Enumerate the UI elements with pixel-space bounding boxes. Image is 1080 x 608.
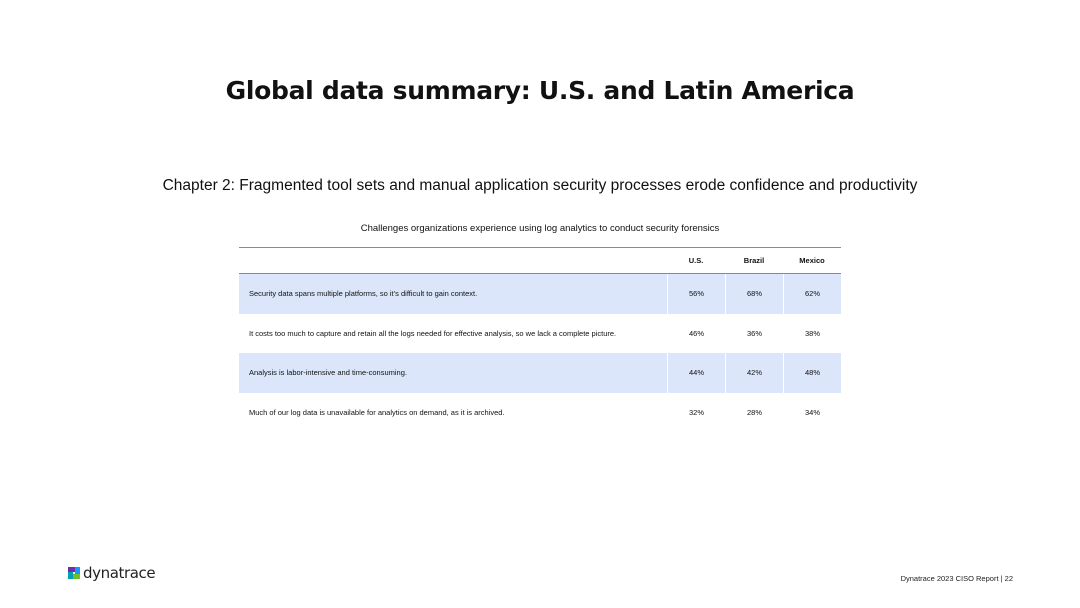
table-row	[239, 274, 841, 314]
logo-wordmark: dynatrace	[83, 564, 156, 582]
table-row	[239, 353, 841, 393]
row-label: It costs too much to capture and retain all the logs needed for effective analysis, so we lack a complete picture.	[249, 328, 617, 338]
dynatrace-logo-icon	[66, 565, 82, 581]
value-mexico: 38%	[783, 314, 841, 354]
table-row	[239, 314, 841, 354]
column-header-mexico: Mexico	[799, 256, 825, 265]
value-brazil: 36%	[725, 314, 783, 354]
row-label: Security data spans multiple platforms, so it’s difficult to gain context.	[249, 289, 478, 299]
table-row	[239, 393, 841, 433]
value-brazil: 68%	[725, 274, 783, 314]
value-us: 46%	[667, 314, 725, 354]
column-header-us: U.S.	[688, 256, 704, 265]
slide-subtitle: Chapter 2: Fragmented tool sets and manual application security processes erode confidence and productivity	[162, 177, 918, 194]
slide-title: Global data summary: U.S. and Latin America	[225, 76, 855, 105]
survey-table	[239, 247, 841, 432]
value-mexico: 62%	[783, 274, 841, 314]
value-brazil: 28%	[725, 393, 783, 433]
report-page-label: Dynatrace 2023 CISO Report | 22	[900, 574, 1013, 583]
value-us: 44%	[667, 353, 725, 393]
dynatrace-logo	[66, 564, 155, 582]
value-mexico: 34%	[783, 393, 841, 433]
value-brazil: 42%	[725, 353, 783, 393]
value-us: 32%	[667, 393, 725, 433]
table-caption: Challenges organizations experience using log analytics to conduct security forensics	[360, 223, 720, 234]
row-label: Analysis is labor-intensive and time-consuming.	[249, 368, 407, 378]
row-label: Much of our log data is unavailable for analytics on demand, as it is archived.	[249, 407, 505, 417]
column-header-brazil: Brazil	[743, 256, 765, 265]
value-mexico: 48%	[783, 353, 841, 393]
value-us: 56%	[667, 274, 725, 314]
table-header-row	[239, 248, 841, 274]
